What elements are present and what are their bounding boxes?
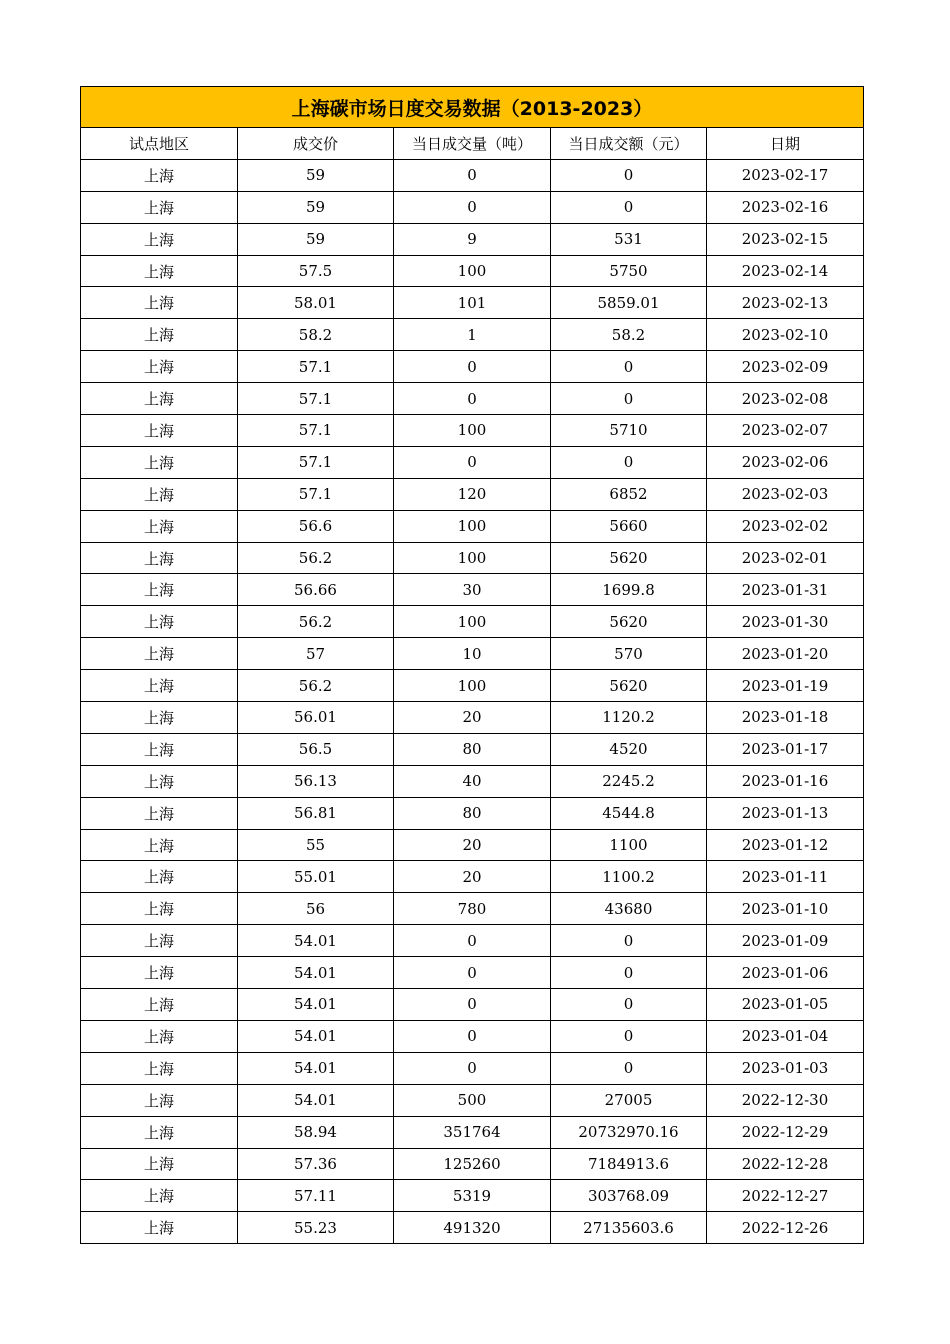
cell-region: 上海 xyxy=(81,574,238,606)
cell-volume: 0 xyxy=(394,1052,551,1084)
table-row xyxy=(81,287,864,319)
cell-date: 2023-01-17 xyxy=(707,733,864,765)
cell-date: 2023-01-04 xyxy=(707,1020,864,1052)
cell-amount: 2245.2 xyxy=(551,765,707,797)
cell-volume: 101 xyxy=(394,287,551,319)
table-row xyxy=(81,1052,864,1084)
cell-price: 59 xyxy=(238,191,394,223)
cell-price: 59 xyxy=(238,223,394,255)
cell-region: 上海 xyxy=(81,797,238,829)
table-row xyxy=(81,925,864,957)
cell-region: 上海 xyxy=(81,733,238,765)
cell-date: 2023-01-05 xyxy=(707,989,864,1021)
cell-price: 56.13 xyxy=(238,765,394,797)
cell-price: 57 xyxy=(238,638,394,670)
table-body xyxy=(81,159,864,1243)
cell-region: 上海 xyxy=(81,159,238,191)
cell-date: 2023-01-10 xyxy=(707,893,864,925)
table-row xyxy=(81,1116,864,1148)
table-row xyxy=(81,415,864,447)
cell-date: 2023-02-01 xyxy=(707,542,864,574)
title-row xyxy=(81,87,864,128)
cell-date: 2023-01-19 xyxy=(707,670,864,702)
cell-region: 上海 xyxy=(81,1116,238,1148)
cell-volume: 1 xyxy=(394,319,551,351)
cell-amount: 0 xyxy=(551,446,707,478)
cell-amount: 1699.8 xyxy=(551,574,707,606)
cell-amount: 0 xyxy=(551,989,707,1021)
cell-volume: 5319 xyxy=(394,1180,551,1212)
cell-region: 上海 xyxy=(81,223,238,255)
cell-price: 58.94 xyxy=(238,1116,394,1148)
cell-region: 上海 xyxy=(81,829,238,861)
cell-date: 2023-02-06 xyxy=(707,446,864,478)
header-region: 试点地区 xyxy=(81,128,238,160)
table-row xyxy=(81,319,864,351)
cell-amount: 20732970.16 xyxy=(551,1116,707,1148)
cell-region: 上海 xyxy=(81,989,238,1021)
table-row xyxy=(81,1020,864,1052)
cell-volume: 20 xyxy=(394,829,551,861)
table-row xyxy=(81,1148,864,1180)
table-row xyxy=(81,702,864,734)
cell-date: 2023-02-07 xyxy=(707,415,864,447)
cell-volume: 100 xyxy=(394,510,551,542)
cell-volume: 0 xyxy=(394,191,551,223)
table-row xyxy=(81,606,864,638)
cell-region: 上海 xyxy=(81,957,238,989)
cell-price: 56.2 xyxy=(238,670,394,702)
cell-price: 56.01 xyxy=(238,702,394,734)
cell-amount: 0 xyxy=(551,1020,707,1052)
cell-volume: 0 xyxy=(394,159,551,191)
cell-region: 上海 xyxy=(81,542,238,574)
cell-region: 上海 xyxy=(81,415,238,447)
cell-volume: 100 xyxy=(394,606,551,638)
cell-volume: 0 xyxy=(394,383,551,415)
cell-price: 56.5 xyxy=(238,733,394,765)
cell-volume: 351764 xyxy=(394,1116,551,1148)
cell-volume: 0 xyxy=(394,989,551,1021)
cell-volume: 100 xyxy=(394,670,551,702)
cell-price: 57.5 xyxy=(238,255,394,287)
cell-date: 2023-02-16 xyxy=(707,191,864,223)
cell-price: 57.11 xyxy=(238,1180,394,1212)
cell-price: 54.01 xyxy=(238,1084,394,1116)
cell-volume: 30 xyxy=(394,574,551,606)
cell-date: 2023-01-06 xyxy=(707,957,864,989)
table-row xyxy=(81,383,864,415)
cell-price: 56.81 xyxy=(238,797,394,829)
cell-region: 上海 xyxy=(81,255,238,287)
table-title: 上海碳市场日度交易数据（2013-2023） xyxy=(81,87,864,128)
cell-price: 57.1 xyxy=(238,415,394,447)
cell-volume: 500 xyxy=(394,1084,551,1116)
cell-date: 2022-12-30 xyxy=(707,1084,864,1116)
cell-region: 上海 xyxy=(81,765,238,797)
cell-amount: 5750 xyxy=(551,255,707,287)
cell-region: 上海 xyxy=(81,351,238,383)
cell-amount: 1120.2 xyxy=(551,702,707,734)
cell-region: 上海 xyxy=(81,446,238,478)
cell-date: 2023-02-15 xyxy=(707,223,864,255)
cell-date: 2023-01-13 xyxy=(707,797,864,829)
table-row xyxy=(81,670,864,702)
cell-date: 2023-02-13 xyxy=(707,287,864,319)
cell-amount: 0 xyxy=(551,957,707,989)
table-row xyxy=(81,733,864,765)
cell-date: 2023-02-14 xyxy=(707,255,864,287)
cell-amount: 7184913.6 xyxy=(551,1148,707,1180)
cell-volume: 80 xyxy=(394,797,551,829)
table-row xyxy=(81,542,864,574)
cell-volume: 125260 xyxy=(394,1148,551,1180)
table-row xyxy=(81,797,864,829)
cell-date: 2023-01-12 xyxy=(707,829,864,861)
cell-date: 2023-02-10 xyxy=(707,319,864,351)
table-row xyxy=(81,574,864,606)
cell-region: 上海 xyxy=(81,478,238,510)
cell-volume: 780 xyxy=(394,893,551,925)
table-row xyxy=(81,478,864,510)
cell-region: 上海 xyxy=(81,510,238,542)
cell-amount: 0 xyxy=(551,383,707,415)
table-row xyxy=(81,223,864,255)
header-price: 成交价 xyxy=(238,128,394,160)
cell-date: 2023-01-30 xyxy=(707,606,864,638)
cell-price: 54.01 xyxy=(238,989,394,1021)
cell-amount: 43680 xyxy=(551,893,707,925)
cell-price: 56.2 xyxy=(238,542,394,574)
cell-region: 上海 xyxy=(81,861,238,893)
cell-amount: 531 xyxy=(551,223,707,255)
cell-region: 上海 xyxy=(81,1084,238,1116)
cell-amount: 0 xyxy=(551,1052,707,1084)
cell-volume: 0 xyxy=(394,351,551,383)
cell-price: 54.01 xyxy=(238,957,394,989)
cell-price: 58.01 xyxy=(238,287,394,319)
cell-volume: 0 xyxy=(394,925,551,957)
cell-volume: 100 xyxy=(394,255,551,287)
table-row xyxy=(81,765,864,797)
cell-price: 57.1 xyxy=(238,478,394,510)
cell-price: 57.36 xyxy=(238,1148,394,1180)
cell-amount: 27135603.6 xyxy=(551,1212,707,1244)
cell-date: 2022-12-29 xyxy=(707,1116,864,1148)
table-row xyxy=(81,957,864,989)
cell-date: 2023-01-03 xyxy=(707,1052,864,1084)
cell-price: 58.2 xyxy=(238,319,394,351)
cell-region: 上海 xyxy=(81,1052,238,1084)
cell-date: 2022-12-26 xyxy=(707,1212,864,1244)
cell-price: 56.6 xyxy=(238,510,394,542)
table-row xyxy=(81,638,864,670)
cell-region: 上海 xyxy=(81,383,238,415)
cell-price: 56.66 xyxy=(238,574,394,606)
table-row xyxy=(81,989,864,1021)
header-row xyxy=(81,128,864,160)
cell-region: 上海 xyxy=(81,1212,238,1244)
cell-volume: 20 xyxy=(394,861,551,893)
cell-price: 55 xyxy=(238,829,394,861)
cell-price: 57.1 xyxy=(238,351,394,383)
cell-amount: 5660 xyxy=(551,510,707,542)
cell-amount: 303768.09 xyxy=(551,1180,707,1212)
cell-region: 上海 xyxy=(81,191,238,223)
cell-region: 上海 xyxy=(81,1148,238,1180)
table-row xyxy=(81,861,864,893)
cell-date: 2023-01-09 xyxy=(707,925,864,957)
cell-region: 上海 xyxy=(81,287,238,319)
cell-price: 59 xyxy=(238,159,394,191)
cell-price: 56.2 xyxy=(238,606,394,638)
cell-amount: 5620 xyxy=(551,606,707,638)
cell-volume: 40 xyxy=(394,765,551,797)
cell-date: 2023-01-11 xyxy=(707,861,864,893)
cell-price: 54.01 xyxy=(238,925,394,957)
cell-region: 上海 xyxy=(81,670,238,702)
cell-date: 2023-02-03 xyxy=(707,478,864,510)
cell-volume: 0 xyxy=(394,446,551,478)
trading-data-table xyxy=(80,86,864,1244)
table-row xyxy=(81,191,864,223)
cell-amount: 58.2 xyxy=(551,319,707,351)
cell-date: 2023-01-16 xyxy=(707,765,864,797)
cell-amount: 4544.8 xyxy=(551,797,707,829)
cell-date: 2023-02-02 xyxy=(707,510,864,542)
header-volume: 当日成交量（吨） xyxy=(394,128,551,160)
cell-region: 上海 xyxy=(81,1020,238,1052)
cell-amount: 0 xyxy=(551,351,707,383)
cell-amount: 0 xyxy=(551,159,707,191)
cell-amount: 6852 xyxy=(551,478,707,510)
cell-region: 上海 xyxy=(81,1180,238,1212)
table-row xyxy=(81,893,864,925)
cell-region: 上海 xyxy=(81,702,238,734)
cell-volume: 20 xyxy=(394,702,551,734)
cell-price: 55.01 xyxy=(238,861,394,893)
cell-amount: 5620 xyxy=(551,670,707,702)
cell-volume: 491320 xyxy=(394,1212,551,1244)
cell-date: 2023-02-09 xyxy=(707,351,864,383)
cell-amount: 0 xyxy=(551,925,707,957)
header-amount: 当日成交额（元） xyxy=(551,128,707,160)
cell-date: 2023-01-31 xyxy=(707,574,864,606)
cell-region: 上海 xyxy=(81,893,238,925)
cell-date: 2022-12-27 xyxy=(707,1180,864,1212)
cell-price: 55.23 xyxy=(238,1212,394,1244)
cell-amount: 0 xyxy=(551,191,707,223)
table-row xyxy=(81,1212,864,1244)
cell-amount: 5620 xyxy=(551,542,707,574)
cell-amount: 5859.01 xyxy=(551,287,707,319)
table-row xyxy=(81,159,864,191)
table-row xyxy=(81,351,864,383)
table-row xyxy=(81,1084,864,1116)
cell-price: 57.1 xyxy=(238,446,394,478)
cell-amount: 570 xyxy=(551,638,707,670)
cell-amount: 27005 xyxy=(551,1084,707,1116)
cell-date: 2023-02-08 xyxy=(707,383,864,415)
cell-volume: 80 xyxy=(394,733,551,765)
cell-amount: 1100 xyxy=(551,829,707,861)
table-row xyxy=(81,255,864,287)
cell-region: 上海 xyxy=(81,638,238,670)
table-row xyxy=(81,829,864,861)
cell-date: 2023-02-17 xyxy=(707,159,864,191)
cell-volume: 10 xyxy=(394,638,551,670)
cell-volume: 9 xyxy=(394,223,551,255)
cell-region: 上海 xyxy=(81,925,238,957)
trading-data-sheet xyxy=(80,86,863,1244)
cell-volume: 100 xyxy=(394,415,551,447)
cell-amount: 4520 xyxy=(551,733,707,765)
cell-amount: 5710 xyxy=(551,415,707,447)
cell-price: 56 xyxy=(238,893,394,925)
table-row xyxy=(81,510,864,542)
cell-volume: 0 xyxy=(394,1020,551,1052)
cell-price: 54.01 xyxy=(238,1020,394,1052)
cell-region: 上海 xyxy=(81,319,238,351)
cell-amount: 1100.2 xyxy=(551,861,707,893)
cell-date: 2023-01-18 xyxy=(707,702,864,734)
cell-volume: 0 xyxy=(394,957,551,989)
table-row xyxy=(81,1180,864,1212)
cell-price: 57.1 xyxy=(238,383,394,415)
cell-volume: 120 xyxy=(394,478,551,510)
table-row xyxy=(81,446,864,478)
cell-region: 上海 xyxy=(81,606,238,638)
cell-volume: 100 xyxy=(394,542,551,574)
cell-price: 54.01 xyxy=(238,1052,394,1084)
cell-date: 2023-01-20 xyxy=(707,638,864,670)
header-date: 日期 xyxy=(707,128,864,160)
cell-date: 2022-12-28 xyxy=(707,1148,864,1180)
